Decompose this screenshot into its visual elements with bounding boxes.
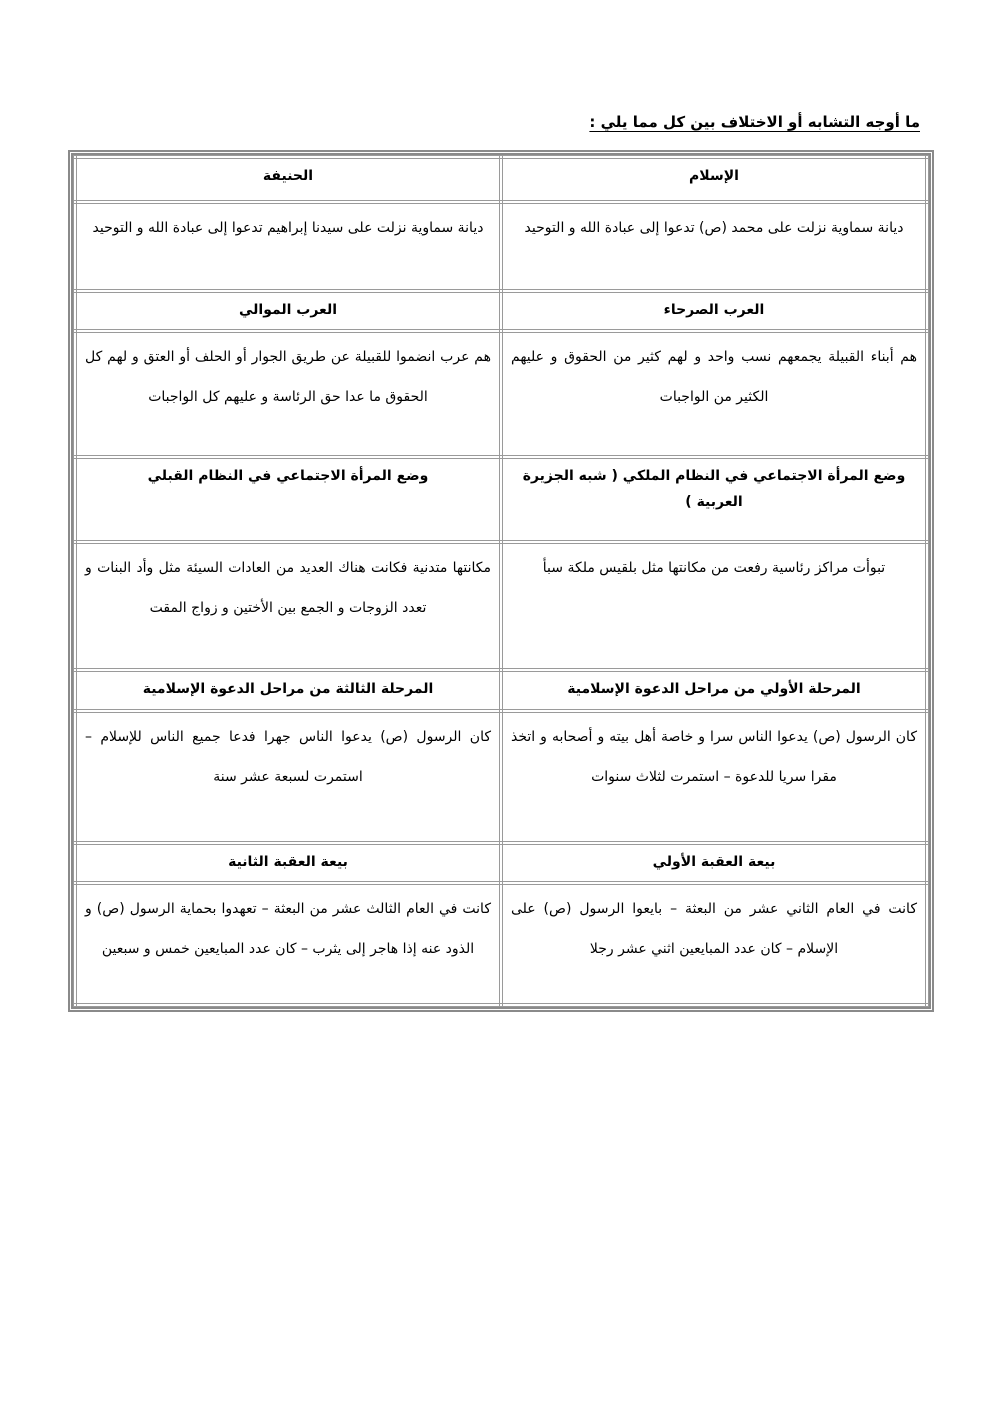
table-header-row bbox=[75, 157, 927, 202]
table-row bbox=[75, 542, 927, 670]
table-cell-text: ديانة سماوية نزلت على محمد (ص) تدعوا إلى عبادة الله و التوحيد bbox=[501, 202, 927, 291]
table-row bbox=[75, 202, 927, 291]
table-cell-text: كانت في العام الثالث عشر من البعثة – تعهدوا بحماية الرسول (ص) و الذود عنه إذا هاجر إلى يثرب – كان عدد المبايعين خمس و سبعين bbox=[75, 883, 501, 1005]
table-cell-title: الإسلام bbox=[501, 157, 927, 202]
table-row bbox=[75, 883, 927, 1005]
table-cell-title: العرب الموالي bbox=[75, 291, 501, 332]
table-cell-title: بيعة العقبة الأولي bbox=[501, 843, 927, 884]
table-cell-text: هم أبناء القبيلة يجمعهم نسب واحد و لهم كثير من الحقوق و عليهم الكثير من الواجبات bbox=[501, 331, 927, 457]
table-header-row bbox=[75, 457, 927, 542]
table-cell-text: تبوأت مراكز رئاسية رفعت من مكانتها مثل بلقيس ملكة سبأ bbox=[501, 542, 927, 670]
table-cell-text: كان الرسول (ص) يدعوا الناس جهرا فدعا جميع الناس للإسلام – استمرت لسبعة عشر سنة bbox=[75, 711, 501, 843]
table-cell-title: المرحلة الثالثة من مراحل الدعوة الإسلامية bbox=[75, 670, 501, 711]
table-cell-text: كانت في العام الثاني عشر من البعثة – بايعوا الرسول (ص) على الإسلام – كان عدد المبايعين اثني عشر رجلا bbox=[501, 883, 927, 1005]
table-cell-title: الحنيفة bbox=[75, 157, 501, 202]
comparison-table-frame bbox=[68, 150, 934, 1012]
table-header-row bbox=[75, 843, 927, 884]
table-cell-title: العرب الصرحاء bbox=[501, 291, 927, 332]
table-cell-title: وضع المرأة الاجتماعي في النظام القبلي bbox=[75, 457, 501, 542]
table-cell-text: هم عرب انضموا للقبيلة عن طريق الجوار أو الحلف أو العتق و لهم كل الحقوق ما عدا حق الرئاسة و عليهم كل الواجبات bbox=[75, 331, 501, 457]
table-cell-text: مكانتها متدنية فكانت هناك العديد من العادات السيئة مثل وأد البنات و تعدد الزوجات و الجمع بين الأختين و زواج المقت bbox=[75, 542, 501, 670]
table-row bbox=[75, 331, 927, 457]
table-cell-title: بيعة العقبة الثانية bbox=[75, 843, 501, 884]
table-header-row bbox=[75, 670, 927, 711]
table-header-row bbox=[75, 291, 927, 332]
table-cell-text: ديانة سماوية نزلت على سيدنا إبراهيم تدعوا إلى عبادة الله و التوحيد bbox=[75, 202, 501, 291]
comparison-table bbox=[73, 155, 929, 1007]
table-row bbox=[75, 711, 927, 843]
table-cell-text: كان الرسول (ص) يدعوا الناس سرا و خاصة أهل بيته و أصحابه و اتخذ مقرا سريا للدعوة – استمرت لثلاث سنوات bbox=[501, 711, 927, 843]
page-title: ما أوجه التشابه أو الاختلاف بين كل مما يلي : bbox=[589, 113, 920, 131]
table-cell-title: وضع المرأة الاجتماعي في النظام الملكي ( شبه الجزيرة العربية ) bbox=[501, 457, 927, 542]
table-cell-title: المرحلة الأولي من مراحل الدعوة الإسلامية bbox=[501, 670, 927, 711]
